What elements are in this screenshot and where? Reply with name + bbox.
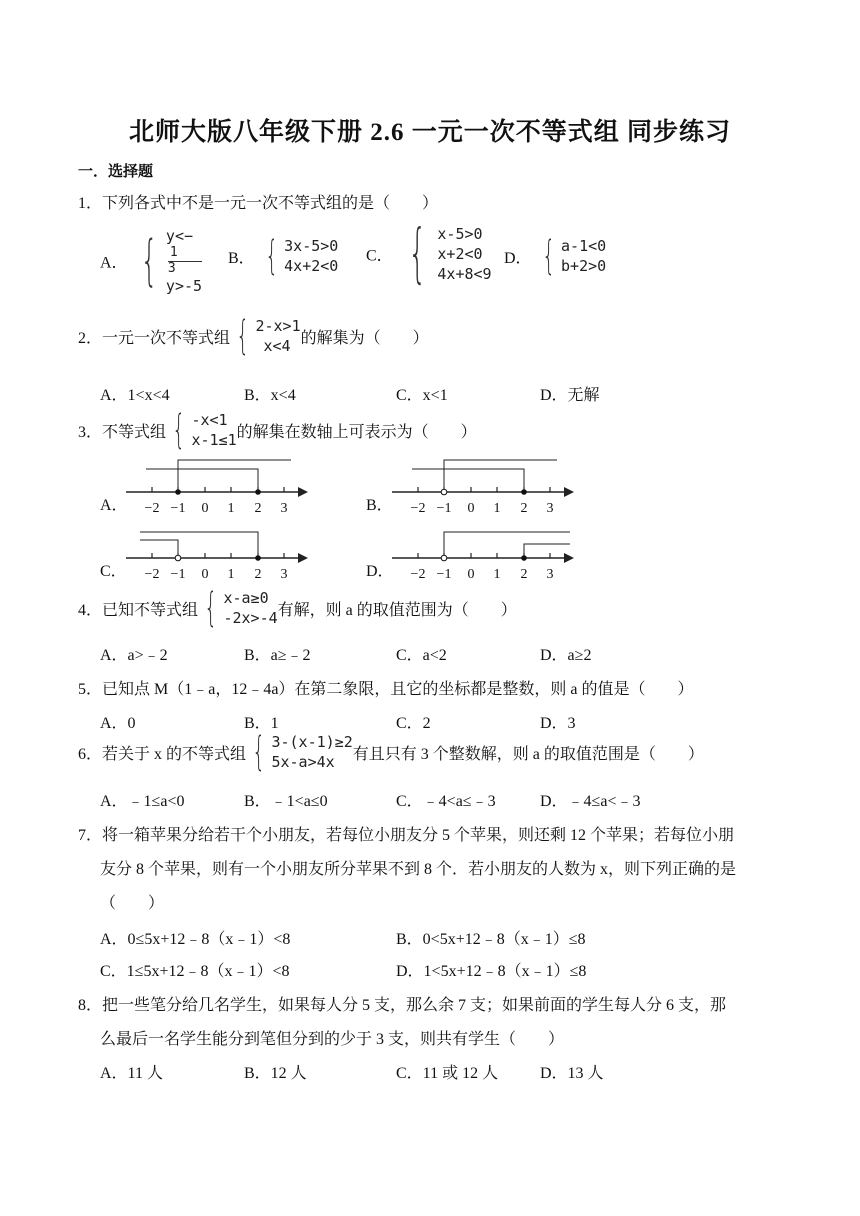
page-title: 北师大版八年级下册 2.6 一元一次不等式组 同步练习 <box>128 119 731 146</box>
q4-option-b[interactable]: B．a≥﹣2 <box>244 647 311 664</box>
fraction: 1 3 <box>168 246 202 276</box>
q6-option-a[interactable]: A．﹣1≤a<0 <box>100 793 185 810</box>
number-line-b <box>392 456 582 522</box>
question-5-stem: 5．已知点 M（1﹣a，12﹣4a）在第二象限，且它的坐标都是整数，则 a 的值是（ ） <box>78 681 694 698</box>
q3-option-a[interactable]: A． <box>100 497 128 514</box>
tick-label: −2 <box>410 567 426 582</box>
question-1-stem: 1．下列各式中不是一元一次不等式组的是（ ） <box>78 195 439 212</box>
tick-label: 0 <box>467 567 475 582</box>
q6-option-b[interactable]: B．﹣1<a≤0 <box>244 793 328 810</box>
question-7-stem-line: （ ） <box>100 895 165 912</box>
q4-option-a[interactable]: A．a>﹣2 <box>100 647 168 664</box>
tick-label: 0 <box>201 501 209 516</box>
inequality-system: { 3x-5>0 4x+2<0 <box>265 233 339 280</box>
q5-option-a[interactable]: A．0 <box>100 715 136 732</box>
tick-label: −1 <box>436 567 452 582</box>
tick-label: 3 <box>546 567 554 582</box>
question-2-stem: 2．一元一次不等式组 { 2-x>1 x<4 的解集为（ ） <box>78 313 429 360</box>
question-4-stem: 4．已知不等式组 { x-a≥0 -2x>-4 有解，则 a 的取值范围为（ ） <box>78 585 517 632</box>
tick-label: −1 <box>170 567 186 582</box>
q1-option-c[interactable] <box>366 217 492 291</box>
tick-label: 0 <box>467 501 475 516</box>
tick-label: −2 <box>410 501 426 516</box>
option-label: A． <box>100 254 128 272</box>
tick-label: 1 <box>493 567 501 582</box>
inequality-system: { x-5>0 x+2<0 4x+8<9 <box>407 217 492 291</box>
number-line-a <box>126 456 316 522</box>
q5-option-d[interactable]: D．3 <box>540 715 576 732</box>
inequality-system: { -x<1 x-1≤1 <box>172 407 237 454</box>
question-7-stem-line: 友分 8 个苹果，则有一个小朋友所分苹果不到 8 个．若小朋友的人数为 x，则下列正确的是 <box>100 861 737 878</box>
tick-label: 1 <box>493 501 501 516</box>
q2-option-d[interactable]: D．无解 <box>540 387 600 404</box>
q3-option-b[interactable]: B． <box>366 497 393 514</box>
q7-option-b[interactable]: B．0<5x+12﹣8（x﹣1）≤8 <box>396 931 586 948</box>
q8-option-c[interactable]: C．11 或 12 人 <box>396 1065 499 1082</box>
tick-label: 2 <box>254 567 262 582</box>
question-3-stem: 3．不等式组 { -x<1 x-1≤1 的解集在数轴上可表示为（ ） <box>78 407 477 454</box>
inequality-system: { 2-x>1 x<4 <box>236 313 301 360</box>
q8-option-d[interactable]: D．13 人 <box>540 1065 604 1082</box>
tick-label: 1 <box>227 501 235 516</box>
q7-option-c[interactable]: C．1≤5x+12﹣8（x﹣1）<8 <box>100 963 290 980</box>
question-8-stem-line: 8．把一些笔分给几名学生，如果每人分 5 支，那么余 7 支；如果前面的学生每人分 6 支，那 <box>78 997 727 1014</box>
q8-option-b[interactable]: B．12 人 <box>244 1065 307 1082</box>
tick-label: 3 <box>546 501 554 516</box>
tick-label: 3 <box>280 567 288 582</box>
q1-option-a[interactable] <box>100 226 202 296</box>
q5-option-c[interactable]: C．2 <box>396 715 431 732</box>
section-heading: 一．选择题 <box>78 162 154 180</box>
q2-option-c[interactable]: C．x<1 <box>396 387 448 404</box>
tick-label: 2 <box>520 567 528 582</box>
q6-option-d[interactable]: D．﹣4≤a<﹣3 <box>540 793 641 810</box>
tick-label: 2 <box>520 501 528 516</box>
tick-label: 3 <box>280 501 288 516</box>
number-line-c <box>126 522 316 588</box>
q3-option-d[interactable]: D． <box>366 563 394 580</box>
option-label: B． <box>228 249 255 267</box>
number-line-d <box>392 522 582 588</box>
tick-label: 1 <box>227 567 235 582</box>
tick-label: 2 <box>254 501 262 516</box>
tick-label: 0 <box>201 567 209 582</box>
q7-option-a[interactable]: A．0≤5x+12﹣8（x﹣1）<8 <box>100 931 291 948</box>
q3-option-c[interactable]: C． <box>100 563 127 580</box>
q7-option-d[interactable]: D．1<5x+12﹣8（x﹣1）≤8 <box>396 963 587 980</box>
question-8-stem-line: 么最后一名学生能分到笔但分到的少于 3 支，则共有学生（ ） <box>100 1031 565 1048</box>
q5-option-b[interactable]: B．1 <box>244 715 279 732</box>
tick-label: −2 <box>144 501 160 516</box>
inequality-system: { y<− 1 3 y>-5 <box>140 227 203 295</box>
q1-option-b[interactable] <box>228 233 339 280</box>
q2-option-a[interactable]: A．1<x<4 <box>100 387 170 404</box>
option-label: C． <box>366 247 393 265</box>
q8-option-a[interactable]: A．11 人 <box>100 1065 163 1082</box>
tick-label: −2 <box>144 567 160 582</box>
inequality-system: { x-a≥0 -2x>-4 <box>204 585 278 632</box>
q1-option-d[interactable] <box>504 233 607 280</box>
question-6-stem: 6．若关于 x 的不等式组 { 3-(x-1)≥2 5x-a>4x 有且只有 3 个整数解，则 a 的取值范围是（ ） <box>78 729 704 776</box>
q2-option-b[interactable]: B．x<4 <box>244 387 296 404</box>
question-7-stem-line: 7．将一箱苹果分给若干个小朋友，若每位小朋友分 5 个苹果，则还剩 12 个苹果；若每位小朋 <box>78 827 735 844</box>
inequality-system: { a-1<0 b+2>0 <box>541 233 607 280</box>
inequality-system: { 3-(x-1)≥2 5x-a>4x <box>252 729 353 776</box>
tick-label: −1 <box>170 501 186 516</box>
tick-label: −1 <box>436 501 452 516</box>
q6-option-c[interactable]: C．﹣4<a≤﹣3 <box>396 793 496 810</box>
option-label: D． <box>504 249 532 267</box>
q4-option-c[interactable]: C．a<2 <box>396 647 447 664</box>
q4-option-d[interactable]: D．a≥2 <box>540 647 592 664</box>
